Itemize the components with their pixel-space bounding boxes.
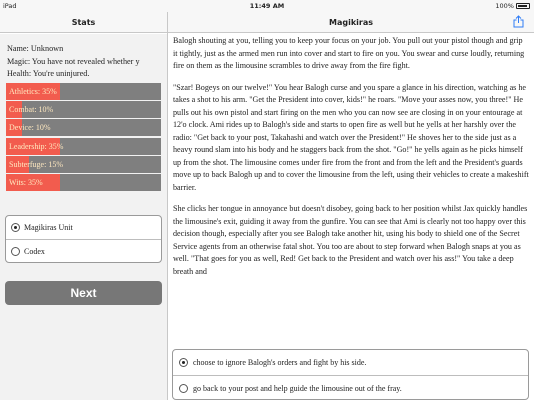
radio-icon xyxy=(179,384,188,393)
stats-pane xyxy=(0,34,167,400)
status-bar xyxy=(0,0,534,12)
story-nav-bar xyxy=(168,12,534,33)
option-magikiras-unit[interactable] xyxy=(6,216,161,239)
stat-bar xyxy=(6,174,161,191)
battery-icon xyxy=(516,3,530,9)
stat-bar xyxy=(6,138,161,155)
choice-label: go back to your post and help guide the limousine out of the fray. xyxy=(193,384,402,393)
option-label: Magikiras Unit xyxy=(24,223,73,232)
character-name: Name: Unknown xyxy=(7,44,64,53)
stat-label: Device: 10% xyxy=(9,123,51,133)
character-magic: Magic: You have not revealed whether y xyxy=(7,56,140,66)
story-paragraph: She clicks her tongue in annoyance but doesn't disobey, going back to her position whilst Jax quickly handles the limousine's exit, guiding it away from the gunfire. You can see that Ami is clearly not too happy over this decision though, especially after you see Balogh take another hit, using his body to shield one of the Secret Service agents from an otherwise fatal shot. You too are about to step forward when Balogh snaps at you as well. "That goes for you as well, Red! Get back to the President and watch over his ass!" You take a deep breath and xyxy=(173,204,528,276)
stat-label: Leadership: 35% xyxy=(9,141,64,151)
radio-icon xyxy=(11,247,20,256)
choice-list xyxy=(172,349,529,400)
choice-label: choose to ignore Balogh's orders and fight by his side. xyxy=(193,358,367,367)
battery-indicator xyxy=(495,2,530,10)
share-icon[interactable] xyxy=(513,15,524,28)
stat-bar xyxy=(6,119,161,136)
stat-label: Wits: 35% xyxy=(9,177,43,187)
stats-title: Stats xyxy=(71,18,96,27)
stat-label: Combat: 10% xyxy=(9,105,54,115)
next-button[interactable]: Next xyxy=(5,281,162,305)
story-text xyxy=(173,35,529,287)
option-label: Codex xyxy=(24,247,45,256)
stat-bars xyxy=(6,83,161,192)
character-health: Health: You're uninjured. xyxy=(7,69,90,78)
radio-selected-icon xyxy=(179,358,188,367)
clock: 11:49 AM xyxy=(249,2,285,10)
pane-divider xyxy=(167,12,168,400)
choice-retreat[interactable] xyxy=(173,375,528,400)
stat-label: Athletics: 35% xyxy=(9,87,57,96)
carrier-label: iPad xyxy=(3,2,17,10)
stat-bar xyxy=(6,101,161,118)
stat-label: Subterfuge: 15% xyxy=(9,159,63,169)
story-paragraph: "Szar! Bogeys on our twelve!" You hear Balogh curse and you spare a glance in his direction, watching as he takes a shot to his arm. "Get the President into cover, kids!" he roars. "Move your asses now, you three!" He pulls out his own pistol and start firing on the men who you can now see are closing in on your entourage at 12'o clock. Ami rides up to Balogh's side and starts to open fire as well but he yells at her harshly over the radio: "Get back to your post, Takahashi and watch over the President!" He shoves her to the side just as a heavy round slam into his body and he staggers back from the shot. "Go!" he yells again as he picks himself up from the shot. The limousine comes under fire from the front and from the left and the President's guards move up to back Balogh up and to cover the limousine from the left, using their vehicles to create a makeshift barrier. xyxy=(173,82,529,192)
stat-bar xyxy=(6,156,161,173)
radio-selected-icon xyxy=(11,223,20,232)
option-codex[interactable] xyxy=(6,239,161,262)
sidebar-options xyxy=(5,215,162,263)
character-info xyxy=(7,43,165,81)
story-paragraph: Balogh shouting at you, telling you to keep your focus on your job. You pull out your pistol though and grip it tightly, just as the armed men run into cover and start to fire on you. You swear and curse loudly, returning fire on them as the limousine scrambles to drive away from the fire fight. xyxy=(173,36,525,70)
stat-bar xyxy=(6,83,161,100)
stats-nav-bar xyxy=(0,12,167,33)
story-title: Magikiras xyxy=(329,18,373,27)
battery-percent: 100% xyxy=(495,2,514,10)
choice-fight[interactable] xyxy=(173,350,528,375)
